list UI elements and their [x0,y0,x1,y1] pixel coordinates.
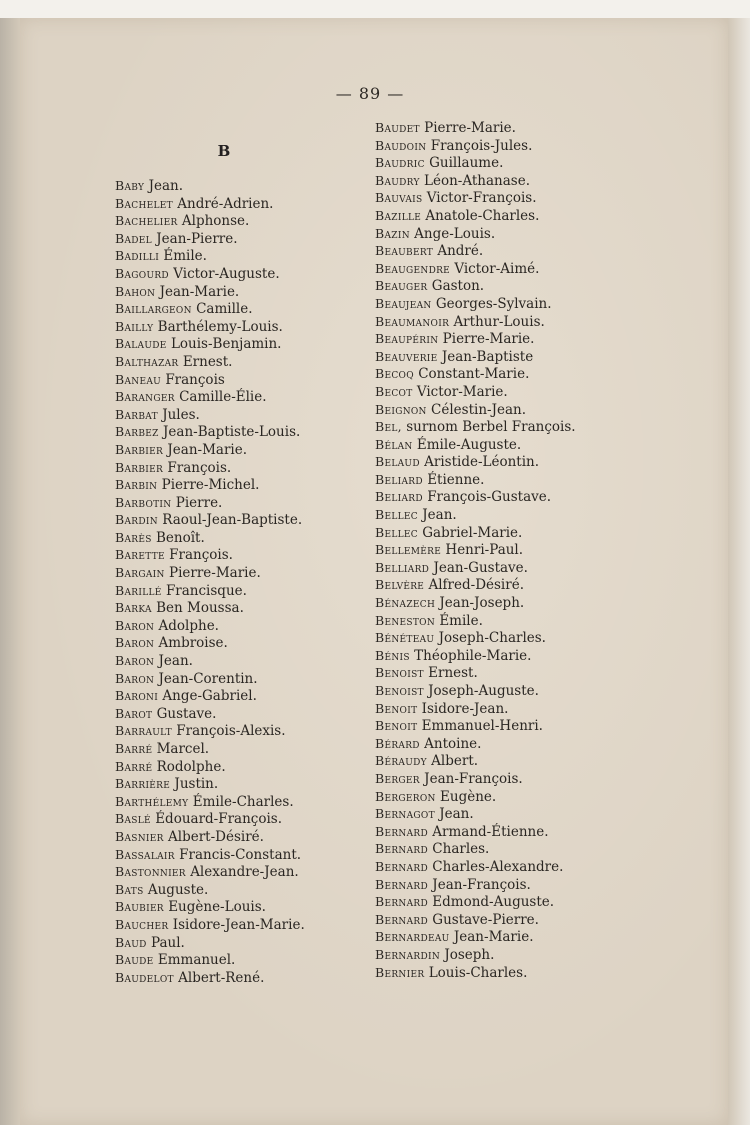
name-entry [375,260,635,278]
entry-surname: Baillargeon [115,301,192,317]
entry-surname: Bel, [375,419,402,435]
entry-surname: Bauvais [375,190,423,206]
name-entry [375,418,635,436]
entry-surname: Bérard [375,735,420,751]
entry-given-names: Alexandre-Jean. [190,864,299,881]
name-entry [375,858,635,876]
entry-surname: Beauger [375,278,428,294]
name-entry [115,652,355,670]
name-entry [375,893,635,911]
entry-given-names: Jean-Pierre. [156,230,238,247]
entry-given-names: Victor-Aimé. [454,260,540,277]
entry-surname: Beaujean [375,295,432,311]
entry-given-names: Constant-Marie. [418,366,530,383]
name-entry [115,441,355,459]
name-entry [115,687,355,705]
entry-surname: Bernard [375,823,428,839]
name-entry [115,670,355,688]
entry-given-names: Rodolphe. [156,758,226,775]
name-entry [115,564,355,582]
name-entry [115,934,355,952]
entry-given-names: Théophile-Marie. [414,647,532,664]
entry-surname: Bernard [375,841,428,857]
entry-surname: Bernagot [375,806,435,822]
name-entry [115,775,355,793]
name-entry [115,969,355,987]
entry-surname: Baron [115,670,155,686]
name-entry [375,225,635,243]
entry-surname: Beneston [375,612,436,628]
entry-surname: Belaud [375,454,420,470]
name-entry [115,212,355,230]
entry-given-names: Jean-Marie. [167,441,248,458]
name-entry [375,172,635,190]
entry-given-names: Pierre-Marie. [442,331,535,348]
entry-given-names: Émile-Auguste. [416,436,522,453]
entry-surname: Bernard [375,894,428,910]
name-entry [115,828,355,846]
entry-surname: Barbier [115,441,164,457]
entry-surname: Baud [115,934,147,950]
entry-surname: Belvère [375,577,425,593]
name-entry [375,330,635,348]
entry-surname: Barbez [115,424,159,440]
entry-given-names: André. [437,243,484,260]
entry-surname: Bahon [115,283,156,299]
entry-given-names: Auguste. [147,881,209,898]
entry-given-names: Arthur-Louis. [453,313,545,330]
entry-surname: Bagourd [115,265,169,281]
entry-given-names: Victor-Marie. [416,383,508,400]
entry-given-names: Charles. [432,841,490,858]
entry-surname: Balthazar [115,353,179,369]
entry-given-names: Camille. [196,301,253,318]
entry-given-names: Étienne. [427,471,485,488]
entry-surname: Bastonnier [115,864,186,880]
entry-given-names: Ange-Gabriel. [162,688,257,705]
name-entry [115,916,355,934]
entry-given-names: Gabriel-Marie. [422,524,523,541]
entry-surname: Bassalair [115,846,175,862]
entry-given-names: François. [169,547,233,564]
entry-surname: Bénis [375,647,410,663]
name-entry [115,546,355,564]
entry-surname: Baron [115,617,155,633]
name-entry [375,594,635,612]
name-entry [115,705,355,723]
name-entry [375,383,635,401]
entry-given-names: Barthélemy-Louis. [157,318,283,335]
entry-given-names: Isidore-Jean-Marie. [172,916,305,933]
entry-surname: Beaugendre [375,260,451,276]
entry-given-names: Jean-Baptiste [441,348,534,365]
entry-surname: Baudoin [375,137,427,153]
entry-surname: Bachelier [115,213,178,229]
entry-given-names: Albert-René. [178,969,265,986]
entry-surname: Baby [115,178,145,193]
entry-surname: Baudelot [115,969,174,985]
entry-given-names: Paul. [150,934,185,951]
name-entry [375,735,635,753]
name-entry [115,810,355,828]
entry-given-names: Marcel. [156,741,210,757]
name-entry [115,951,355,969]
name-entry [115,371,355,389]
name-entry [375,295,635,313]
name-entry [115,265,355,283]
name-entry [115,177,355,195]
entry-surname: Baude [115,952,154,968]
name-entry [115,476,355,494]
name-entry [115,863,355,881]
entry-given-names: Jean-François. [432,876,531,893]
entry-surname: Barbotin [115,494,172,510]
name-entry [375,612,635,630]
entry-given-names: Georges-Sylvain. [435,295,552,312]
entry-surname: Badilli [115,248,160,264]
entry-given-names: Jean-Baptiste-Louis. [163,424,301,441]
entry-given-names: Pierre. [175,494,223,511]
name-entry [375,700,635,718]
entry-surname: Beaumanoir [375,313,450,329]
entry-given-names: Jean. [148,178,184,194]
entry-surname: Bernard [375,858,428,874]
entry-given-names: Gaston. [431,278,485,295]
name-entry [375,559,635,577]
entry-given-names: Ernest. [428,665,478,682]
name-entry [375,805,635,823]
name-entry [375,365,635,383]
entry-surname: Beliard [375,489,423,505]
entry-surname: Baudet [375,120,420,135]
section-letter: B [217,142,231,160]
entry-surname: Belliard [375,559,430,575]
entry-surname: Béraudy [375,753,427,769]
entry-surname: Bénazech [375,595,436,611]
entry-surname: Baubier [115,899,164,915]
name-entry [115,881,355,899]
name-entry [375,313,635,331]
name-entry [115,758,355,776]
entry-surname: Barès [115,529,152,545]
entry-surname: Barré [115,741,153,756]
entry-surname: Benoit [375,718,418,734]
entry-surname: Beaupérin [375,331,439,347]
name-entry [115,846,355,864]
entry-given-names: Charles-Alexandre. [432,858,564,875]
name-entry [115,388,355,406]
entry-given-names: Guillaume. [429,155,504,172]
entry-surname: Bergeron [375,788,436,804]
entry-given-names: Ben Moussa. [156,600,244,617]
entry-surname: Bellec [375,507,418,523]
entry-surname: Bardin [115,512,158,528]
name-entry [115,423,355,441]
entry-given-names: Gustave-Pierre. [432,911,539,928]
entry-given-names: Pierre-Michel. [161,477,260,494]
entry-given-names: Albert. [431,753,479,770]
page-number: — 89 — [335,84,405,103]
entry-given-names: François-Jules. [430,137,533,154]
name-entry [375,436,635,454]
entry-given-names: Raoul-Jean-Baptiste. [162,512,303,529]
name-entry [115,406,355,424]
name-entry [375,453,635,471]
entry-given-names: Eugène-Louis. [168,899,266,916]
entry-surname: Barrière [115,776,171,792]
entry-surname: Benoist [375,665,424,681]
name-entry [375,629,635,647]
entry-surname: Beliard [375,471,423,487]
entry-surname: Barrault [115,723,172,739]
name-entry [375,242,635,260]
entry-given-names: surnom Berbel François. [406,419,576,436]
entry-surname: Bachelet [115,195,173,211]
entry-given-names: Justin. [174,776,219,793]
entry-given-names: Louis-Benjamin. [170,336,282,353]
name-entry [115,722,355,740]
name-entry [115,511,355,529]
name-entry [375,524,635,542]
entry-given-names: Eugène. [440,788,497,805]
name-entry [375,348,635,366]
entry-given-names: Alfred-Désiré. [428,577,524,594]
entry-surname: Bazille [375,207,422,223]
entry-given-names: Jean-Joseph. [439,595,525,612]
entry-surname: Becoq [375,366,414,382]
entry-given-names: Louis-Charles. [428,964,528,981]
entry-given-names: Joseph-Charles. [438,630,546,647]
name-entry [375,506,635,524]
name-entry [375,488,635,506]
entry-given-names: Pierre-Marie. [424,120,516,136]
entry-surname: Baroni [115,688,159,704]
name-entry [375,189,635,207]
entry-given-names: Léon-Athanase. [424,172,531,189]
entry-surname: Beaubert [375,243,434,259]
entry-surname: Barette [115,547,165,563]
entry-given-names: Edmond-Auguste. [432,894,555,911]
entry-surname: Barré [115,758,153,774]
name-entry [115,318,355,336]
name-entry [375,207,635,225]
entry-surname: Barbin [115,477,158,493]
entry-given-names: François [165,371,225,388]
entry-given-names: Emmanuel-Henri. [421,718,543,735]
entry-given-names: Victor-François. [426,190,537,207]
entry-given-names: François. [167,459,232,476]
page-edge [728,18,750,1125]
entry-surname: Benoit [375,700,418,716]
entry-given-names: Pierre-Marie. [168,565,261,582]
name-entry [375,137,635,155]
entry-given-names: Victor-Auguste. [173,265,280,282]
entry-given-names: Jean-Gustave. [433,559,528,576]
name-entry [115,529,355,547]
entry-surname: Bernier [375,964,425,980]
entry-surname: Badel [115,230,152,246]
entry-given-names: Adolphe. [158,617,219,634]
entry-given-names: Anatole-Charles. [425,207,540,224]
name-entry [115,195,355,213]
entry-surname: Bernard [375,911,428,927]
entry-surname: Baron [115,653,155,669]
entry-surname: Beignon [375,401,427,417]
entry-given-names: Jean-François. [424,770,523,787]
entry-surname: Berger [375,770,420,786]
entry-surname: Barbat [115,406,158,422]
name-entry [115,247,355,265]
entry-surname: Bernardin [375,946,441,962]
entry-given-names: Francisque. [165,582,247,599]
name-entry [115,353,355,371]
entry-surname: Bats [115,881,144,897]
name-entry [375,840,635,858]
name-entry [115,300,355,318]
entry-surname: Benoist [375,683,424,698]
name-entry [115,283,355,301]
entry-surname: Beauverie [375,348,438,364]
entry-given-names: Émile. [439,612,483,629]
name-entry [375,946,635,964]
name-entry [115,335,355,353]
entry-surname: Bernard [375,876,428,892]
left-name-column [115,177,355,986]
name-entry [375,119,635,137]
entry-given-names: Joseph-Auguste. [428,683,539,699]
name-entry [375,471,635,489]
name-entry [375,752,635,770]
entry-surname: Baucher [115,916,169,932]
entry-given-names: François-Gustave. [427,489,552,506]
entry-surname: Bernardeau [375,929,450,945]
entry-surname: Bellec [375,524,418,540]
entry-given-names: Joseph. [444,946,495,963]
entry-surname: Barthélemy [115,793,189,809]
entry-surname: Baneau [115,371,162,387]
entry-given-names: Émile-Charles. [192,793,294,810]
entry-surname: Bazin [375,225,410,241]
name-entry [115,740,355,758]
entry-given-names: Célestin-Jean. [431,401,527,418]
entry-given-names: Ambroise. [158,635,228,652]
name-entry [115,599,355,617]
name-entry [115,617,355,635]
name-entry [375,876,635,894]
entry-given-names: Camille-Élie. [179,389,267,406]
name-entry [375,664,635,682]
entry-surname: Barillé [115,582,162,598]
name-entry [375,154,635,172]
entry-surname: Bellemère [375,542,442,558]
name-entry [375,647,635,665]
entry-surname: Basnier [115,828,164,844]
entry-given-names: André-Adrien. [177,195,274,212]
name-entry [375,823,635,841]
name-entry [375,401,635,419]
name-entry [115,459,355,477]
entry-given-names: Armand-Étienne. [432,823,549,840]
entry-given-names: Jean. [158,653,193,670]
entry-given-names: Jean-Marie. [453,929,534,946]
entry-given-names: Alphonse. [181,213,250,230]
entry-given-names: Jean-Marie. [159,283,240,300]
entry-surname: Baranger [115,389,175,405]
entry-given-names: Aristide-Léontin. [424,454,540,471]
name-entry [115,230,355,248]
entry-surname: Becot [375,383,413,399]
entry-given-names: Benoît. [156,529,205,546]
entry-surname: Bénéteau [375,630,435,646]
entry-given-names: Ange-Louis. [414,225,496,242]
entry-given-names: Francis-Constant. [179,846,302,863]
entry-given-names: Henri-Paul. [445,542,524,559]
name-entry [115,582,355,600]
entry-given-names: Emmanuel. [157,952,236,969]
entry-given-names: Albert-Désiré. [168,828,264,845]
entry-surname: Bargain [115,565,165,581]
name-entry [375,576,635,594]
entry-given-names: Jean. [422,507,457,524]
name-entry [375,928,635,946]
entry-given-names: Isidore-Jean. [421,700,509,717]
entry-given-names: Gustave. [156,705,217,722]
name-entry [375,911,635,929]
entry-given-names: Antoine. [424,735,482,752]
entry-surname: Bélan [375,436,413,452]
name-entry [375,682,635,700]
name-entry [375,788,635,806]
entry-given-names: Émile. [163,248,207,265]
name-entry [375,964,635,982]
entry-given-names: François-Alexis. [176,723,286,740]
entry-surname: Balaude [115,336,167,352]
name-entry [115,898,355,916]
name-entry [115,494,355,512]
entry-surname: Baudric [375,155,425,171]
name-entry [375,541,635,559]
entry-surname: Baudry [375,172,420,188]
entry-given-names: Jules. [162,406,200,423]
entry-surname: Bailly [115,318,154,334]
entry-surname: Baron [115,635,155,651]
entry-surname: Barot [115,705,153,721]
name-entry [375,717,635,735]
right-name-column [375,119,635,981]
entry-surname: Barbier [115,459,164,475]
entry-given-names: Édouard-François. [155,811,283,828]
entry-given-names: Jean. [439,806,474,823]
entry-surname: Baslé [115,811,151,827]
name-entry [375,770,635,788]
name-entry [115,793,355,811]
entry-surname: Barka [115,600,152,616]
entry-given-names: Jean-Corentin. [158,670,258,687]
entry-given-names: Ernest. [182,353,233,370]
name-entry [115,634,355,652]
name-entry [375,277,635,295]
